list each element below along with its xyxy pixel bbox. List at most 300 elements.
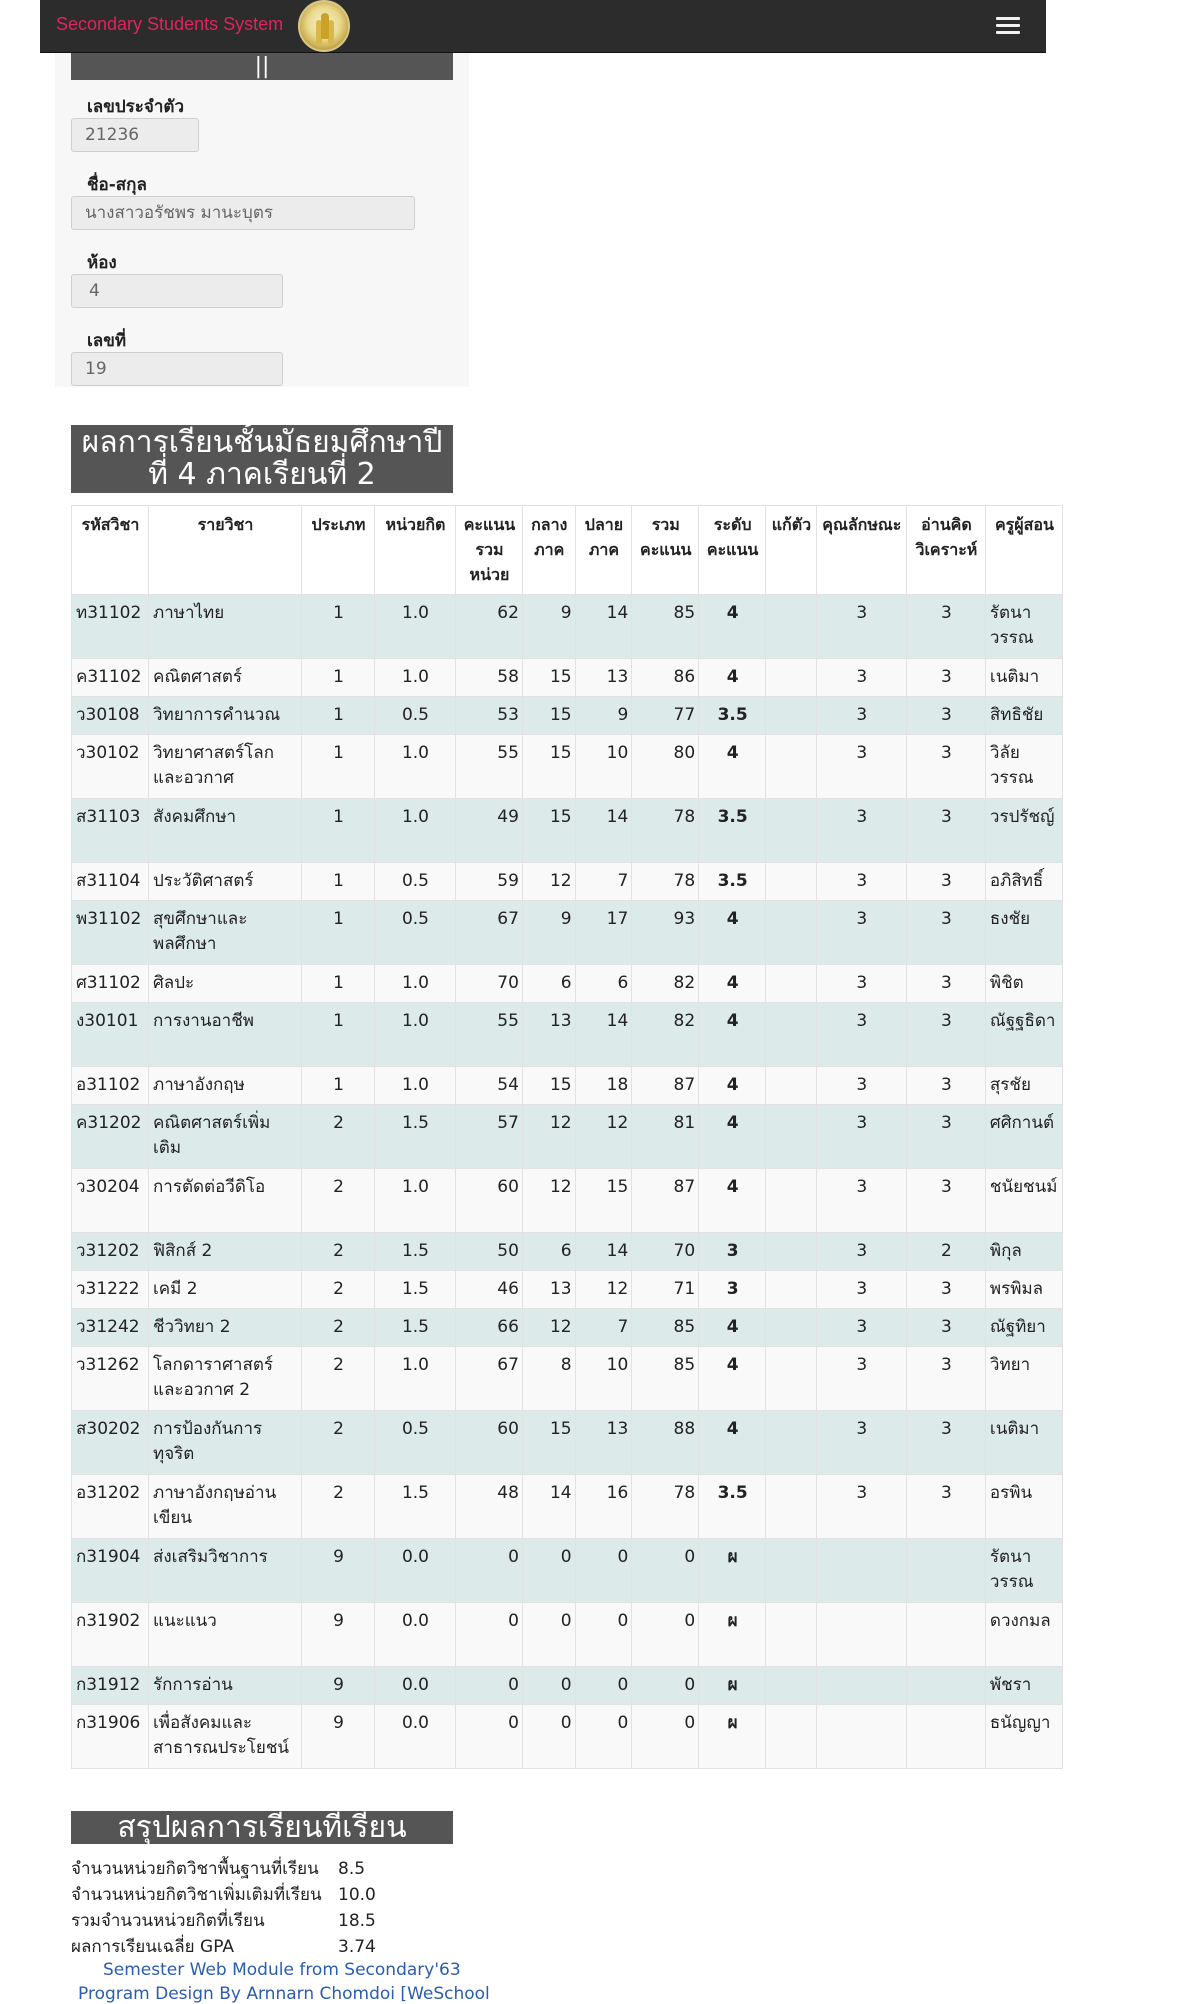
cell-teacher: ณัฐฐธิดา [985, 1003, 1062, 1067]
cell-read: 3 [906, 595, 985, 659]
student-id-field[interactable]: 21236 [71, 118, 199, 152]
cell-teacher: พิชิต [985, 965, 1062, 1003]
cell-type: 1 [302, 697, 375, 735]
number-label: เลขที่ [87, 331, 127, 351]
cell-teacher: ธนัญญา [985, 1705, 1062, 1769]
table-row [72, 1271, 1063, 1309]
results-title-line2: ที่ 4 ภาคเรียนที่ 2 [148, 457, 376, 492]
cell-read: 3 [906, 735, 985, 799]
cell-retake [766, 1539, 817, 1603]
cell-retake [766, 1169, 817, 1233]
cell-teacher: ชนัยชนม์ [985, 1169, 1062, 1233]
cell-unit: 48 [456, 1475, 523, 1539]
summary-value: 18.5 [338, 1911, 376, 1931]
cell-total: 85 [632, 595, 699, 659]
header-subject: รายวิชา [149, 506, 302, 595]
cell-attr: 3 [816, 1271, 906, 1309]
cell-mid: 9 [522, 595, 575, 659]
cell-credit: 0.5 [374, 697, 455, 735]
table-row [72, 965, 1063, 1003]
cell-unit: 0 [456, 1539, 523, 1603]
cell-final: 9 [575, 697, 632, 735]
header-type: ประเภท [302, 506, 375, 595]
cell-read [906, 1603, 985, 1667]
cell-code: พ31102 [72, 901, 149, 965]
cell-retake [766, 863, 817, 901]
cell-attr [816, 1667, 906, 1705]
cell-mid: 12 [522, 1105, 575, 1169]
cell-attr: 3 [816, 1169, 906, 1233]
results-title [71, 425, 453, 493]
cell-grade: 3.5 [699, 863, 766, 901]
cell-mid: 0 [522, 1603, 575, 1667]
cell-retake [766, 659, 817, 697]
cell-read: 3 [906, 1475, 985, 1539]
cell-attr: 3 [816, 595, 906, 659]
cell-read: 3 [906, 1169, 985, 1233]
cell-total: 0 [632, 1603, 699, 1667]
header-read: อ่านคิดวิเคราะห์ [906, 506, 985, 595]
student-id-label: เลขประจำตัว [87, 97, 184, 117]
cell-read: 3 [906, 1347, 985, 1411]
cell-credit: 1.0 [374, 659, 455, 697]
cell-final: 17 [575, 901, 632, 965]
table-row [72, 1169, 1063, 1233]
cell-credit: 0.0 [374, 1539, 455, 1603]
cell-retake [766, 1705, 817, 1769]
header-retake: แก้ตัว [766, 506, 817, 595]
cell-total: 88 [632, 1411, 699, 1475]
summary-value: 10.0 [338, 1885, 376, 1905]
cell-final: 10 [575, 735, 632, 799]
cell-subject: เคมี 2 [149, 1271, 302, 1309]
hamburger-menu-icon[interactable] [996, 17, 1020, 35]
cell-grade: 3.5 [699, 1475, 766, 1539]
table-row [72, 1067, 1063, 1105]
cell-attr: 3 [816, 659, 906, 697]
cell-type: 1 [302, 863, 375, 901]
cell-credit: 1.0 [374, 1003, 455, 1067]
cell-total: 85 [632, 1347, 699, 1411]
cell-grade: 3 [699, 1271, 766, 1309]
cell-retake [766, 965, 817, 1003]
cell-final: 7 [575, 1309, 632, 1347]
cell-type: 1 [302, 901, 375, 965]
cell-credit: 1.0 [374, 1169, 455, 1233]
cell-final: 7 [575, 863, 632, 901]
cell-credit: 0.0 [374, 1603, 455, 1667]
header-attr: คุณลักษณะ [816, 506, 906, 595]
cell-mid: 12 [522, 1309, 575, 1347]
cell-teacher: พัชรา [985, 1667, 1062, 1705]
cell-unit: 54 [456, 1067, 523, 1105]
cell-mid: 0 [522, 1705, 575, 1769]
cell-type: 1 [302, 965, 375, 1003]
cell-credit: 0.0 [374, 1667, 455, 1705]
cell-unit: 46 [456, 1271, 523, 1309]
header-grade: ระดับคะแนน [699, 506, 766, 595]
cell-read: 3 [906, 901, 985, 965]
cell-retake [766, 1667, 817, 1705]
cell-final: 13 [575, 659, 632, 697]
cell-unit: 58 [456, 659, 523, 697]
cell-credit: 1.5 [374, 1105, 455, 1169]
cell-subject: วิทยาการคำนวณ [149, 697, 302, 735]
cell-subject: สุขศึกษาและพลศึกษา [149, 901, 302, 965]
cell-final: 16 [575, 1475, 632, 1539]
summary-block [71, 1856, 453, 1960]
cell-grade: 4 [699, 901, 766, 965]
table-header-row [72, 506, 1063, 595]
cell-total: 81 [632, 1105, 699, 1169]
cell-teacher: รัตนาวรรณ [985, 1539, 1062, 1603]
cell-teacher: พรพิมล [985, 1271, 1062, 1309]
summary-label: รวมจำนวนหน่วยกิตที่เรียน [71, 1911, 265, 1931]
cell-credit: 0.5 [374, 901, 455, 965]
header-unit: คะแนนรวมหน่วย [456, 506, 523, 595]
cell-retake [766, 1411, 817, 1475]
cell-retake [766, 735, 817, 799]
cell-teacher: วิทยา [985, 1347, 1062, 1411]
top-navbar [40, 0, 1046, 53]
cell-type: 1 [302, 735, 375, 799]
cell-teacher: วิลัยวรรณ [985, 735, 1062, 799]
cell-unit: 70 [456, 965, 523, 1003]
cell-teacher: เนติมา [985, 659, 1062, 697]
cell-grade: 4 [699, 1105, 766, 1169]
cell-type: 2 [302, 1105, 375, 1169]
grades-table [71, 505, 1063, 1769]
cell-type: 2 [302, 1233, 375, 1271]
table-row [72, 1105, 1063, 1169]
cell-code: ว30204 [72, 1169, 149, 1233]
cell-subject: โลกดาราศาสตร์และอวกาศ 2 [149, 1347, 302, 1411]
cell-mid: 14 [522, 1475, 575, 1539]
cell-subject: วิทยาศาสตร์โลกและอวกาศ [149, 735, 302, 799]
table-row [72, 1233, 1063, 1271]
cell-grade: 4 [699, 595, 766, 659]
cell-subject: ภาษาอังกฤษอ่านเขียน [149, 1475, 302, 1539]
brand-link[interactable]: Secondary Students System [56, 14, 284, 34]
cell-final: 12 [575, 1105, 632, 1169]
cell-type: 1 [302, 659, 375, 697]
footer-module-link[interactable]: Semester Web Module from Secondary'63 [103, 1960, 461, 1980]
cell-read: 3 [906, 697, 985, 735]
cell-total: 0 [632, 1539, 699, 1603]
cell-attr [816, 1539, 906, 1603]
cell-mid: 12 [522, 1169, 575, 1233]
cell-teacher: รัตนาวรรณ [985, 595, 1062, 659]
cell-code: ศ31102 [72, 965, 149, 1003]
cell-teacher: วรปรัชญ์ [985, 799, 1062, 863]
cell-grade: ผ [699, 1603, 766, 1667]
cell-attr: 3 [816, 1309, 906, 1347]
cell-read: 3 [906, 799, 985, 863]
cell-subject: ภาษาอังกฤษ [149, 1067, 302, 1105]
cell-mid: 6 [522, 1233, 575, 1271]
cell-attr: 3 [816, 799, 906, 863]
table-row [72, 697, 1063, 735]
header-teacher: ครูผู้สอน [985, 506, 1062, 595]
cell-type: 1 [302, 1067, 375, 1105]
cell-teacher: ดวงกมล [985, 1603, 1062, 1667]
cell-type: 2 [302, 1411, 375, 1475]
room-label: ห้อง [87, 253, 117, 273]
cell-read [906, 1667, 985, 1705]
cell-attr: 3 [816, 1347, 906, 1411]
cell-read: 3 [906, 1105, 985, 1169]
cell-grade: 4 [699, 1067, 766, 1105]
cell-teacher: ธงชัย [985, 901, 1062, 965]
cell-final: 15 [575, 1169, 632, 1233]
header-credit: หน่วยกิต [374, 506, 455, 595]
cell-read: 3 [906, 1411, 985, 1475]
footer-credit-link[interactable]: Program Design By Arnnarn Chomdoi [WeSchool [78, 1984, 490, 2004]
cell-mid: 13 [522, 1271, 575, 1309]
table-row [72, 595, 1063, 659]
cell-code: ค31202 [72, 1105, 149, 1169]
cell-mid: 6 [522, 965, 575, 1003]
cell-mid: 12 [522, 863, 575, 901]
cell-subject: การตัดต่อวีดิโอ [149, 1169, 302, 1233]
cell-grade: 4 [699, 1169, 766, 1233]
cell-teacher: อรพิน [985, 1475, 1062, 1539]
cell-subject: คณิตศาสตร์เพิ่มเติม [149, 1105, 302, 1169]
school-seal-icon [298, 0, 350, 52]
room-field[interactable]: 4 [71, 274, 283, 308]
cell-subject: คณิตศาสตร์ [149, 659, 302, 697]
cell-code: ส31104 [72, 863, 149, 901]
cell-grade: ผ [699, 1539, 766, 1603]
student-info-panel [55, 53, 469, 387]
cell-attr [816, 1603, 906, 1667]
cell-total: 77 [632, 697, 699, 735]
panel-header-bar: || [71, 53, 453, 80]
cell-unit: 50 [456, 1233, 523, 1271]
cell-teacher: สิทธิชัย [985, 697, 1062, 735]
cell-total: 78 [632, 1475, 699, 1539]
cell-attr: 3 [816, 1475, 906, 1539]
cell-retake [766, 901, 817, 965]
cell-credit: 0.5 [374, 1411, 455, 1475]
table-row [72, 1003, 1063, 1067]
cell-mid: 15 [522, 1411, 575, 1475]
cell-grade: 4 [699, 659, 766, 697]
cell-subject: การป้องกันการทุจริต [149, 1411, 302, 1475]
summary-value: 8.5 [338, 1859, 366, 1879]
cell-read [906, 1539, 985, 1603]
table-row [72, 1411, 1063, 1475]
cell-attr [816, 1705, 906, 1769]
cell-attr: 3 [816, 965, 906, 1003]
header-mid: กลางภาค [522, 506, 575, 595]
cell-credit: 1.0 [374, 1067, 455, 1105]
cell-mid: 15 [522, 735, 575, 799]
summary-line [71, 1934, 453, 1960]
results-title-line1: ผลการเรียนชั้นมัธยมศึกษาปี [81, 425, 443, 460]
cell-attr: 3 [816, 1233, 906, 1271]
cell-code: อ31102 [72, 1067, 149, 1105]
cell-final: 6 [575, 965, 632, 1003]
header-code: รหัสวิชา [72, 506, 149, 595]
cell-subject: รักการอ่าน [149, 1667, 302, 1705]
cell-credit: 1.0 [374, 595, 455, 659]
cell-read: 3 [906, 1271, 985, 1309]
cell-grade: 4 [699, 1309, 766, 1347]
cell-unit: 59 [456, 863, 523, 901]
cell-credit: 1.5 [374, 1233, 455, 1271]
summary-title: สรุปผลการเรียนที่เรียน [71, 1811, 453, 1844]
cell-total: 87 [632, 1169, 699, 1233]
cell-total: 80 [632, 735, 699, 799]
cell-retake [766, 1309, 817, 1347]
cell-type: 9 [302, 1667, 375, 1705]
cell-retake [766, 1003, 817, 1067]
table-row [72, 1539, 1063, 1603]
cell-type: 9 [302, 1539, 375, 1603]
cell-grade: 4 [699, 1411, 766, 1475]
cell-attr: 3 [816, 735, 906, 799]
cell-retake [766, 1067, 817, 1105]
header-final: ปลายภาค [575, 506, 632, 595]
summary-line [71, 1882, 453, 1908]
cell-unit: 53 [456, 697, 523, 735]
cell-grade: 4 [699, 1003, 766, 1067]
cell-grade: 3 [699, 1233, 766, 1271]
cell-code: ว31202 [72, 1233, 149, 1271]
cell-total: 82 [632, 1003, 699, 1067]
cell-mid: 9 [522, 901, 575, 965]
student-name-field[interactable]: นางสาวอรัชพร มานะบุตร [71, 196, 415, 230]
cell-code: ก31912 [72, 1667, 149, 1705]
cell-total: 78 [632, 799, 699, 863]
cell-read [906, 1705, 985, 1769]
cell-unit: 0 [456, 1705, 523, 1769]
cell-final: 0 [575, 1705, 632, 1769]
cell-unit: 55 [456, 735, 523, 799]
cell-grade: ผ [699, 1705, 766, 1769]
cell-mid: 0 [522, 1667, 575, 1705]
cell-mid: 0 [522, 1539, 575, 1603]
cell-attr: 3 [816, 863, 906, 901]
summary-line [71, 1908, 453, 1934]
cell-credit: 0.5 [374, 863, 455, 901]
cell-read: 3 [906, 1003, 985, 1067]
cell-final: 0 [575, 1603, 632, 1667]
cell-read: 3 [906, 863, 985, 901]
cell-total: 85 [632, 1309, 699, 1347]
cell-code: ว30108 [72, 697, 149, 735]
cell-unit: 0 [456, 1667, 523, 1705]
cell-type: 1 [302, 595, 375, 659]
cell-total: 71 [632, 1271, 699, 1309]
table-row [72, 1705, 1063, 1769]
cell-grade: 4 [699, 965, 766, 1003]
cell-read: 3 [906, 1309, 985, 1347]
number-field[interactable]: 19 [71, 352, 283, 386]
cell-code: ง30101 [72, 1003, 149, 1067]
cell-retake [766, 1347, 817, 1411]
cell-unit: 49 [456, 799, 523, 863]
cell-unit: 55 [456, 1003, 523, 1067]
cell-retake [766, 1603, 817, 1667]
cell-type: 1 [302, 799, 375, 863]
summary-label: จำนวนหน่วยกิตวิชาพื้นฐานที่เรียน [71, 1859, 319, 1879]
cell-total: 0 [632, 1667, 699, 1705]
cell-code: อ31202 [72, 1475, 149, 1539]
cell-grade: ผ [699, 1667, 766, 1705]
cell-retake [766, 1233, 817, 1271]
cell-subject: การงานอาชีพ [149, 1003, 302, 1067]
cell-final: 14 [575, 1233, 632, 1271]
cell-final: 12 [575, 1271, 632, 1309]
cell-subject: ศิลปะ [149, 965, 302, 1003]
cell-attr: 3 [816, 1105, 906, 1169]
cell-code: ว31222 [72, 1271, 149, 1309]
cell-attr: 3 [816, 1067, 906, 1105]
cell-credit: 1.5 [374, 1271, 455, 1309]
cell-credit: 0.0 [374, 1705, 455, 1769]
header-total: รวมคะแนน [632, 506, 699, 595]
table-row [72, 1667, 1063, 1705]
cell-code: ว31262 [72, 1347, 149, 1411]
cell-retake [766, 697, 817, 735]
cell-final: 10 [575, 1347, 632, 1411]
cell-total: 82 [632, 965, 699, 1003]
table-row [72, 863, 1063, 901]
cell-attr: 3 [816, 1003, 906, 1067]
table-row [72, 1603, 1063, 1667]
cell-type: 9 [302, 1705, 375, 1769]
cell-credit: 1.0 [374, 965, 455, 1003]
cell-unit: 62 [456, 595, 523, 659]
cell-credit: 1.0 [374, 735, 455, 799]
cell-total: 0 [632, 1705, 699, 1769]
cell-teacher: ณัฐทิยา [985, 1309, 1062, 1347]
cell-credit: 1.0 [374, 799, 455, 863]
cell-mid: 13 [522, 1003, 575, 1067]
cell-teacher: อภิสิทธิ์ [985, 863, 1062, 901]
cell-code: ก31906 [72, 1705, 149, 1769]
table-row [72, 1475, 1063, 1539]
cell-mid: 15 [522, 1067, 575, 1105]
cell-unit: 60 [456, 1411, 523, 1475]
cell-code: ส31103 [72, 799, 149, 863]
cell-subject: ประวัติศาสตร์ [149, 863, 302, 901]
cell-type: 2 [302, 1271, 375, 1309]
cell-retake [766, 595, 817, 659]
summary-label: ผลการเรียนเฉลี่ย GPA [71, 1937, 235, 1957]
cell-final: 14 [575, 799, 632, 863]
cell-grade: 3.5 [699, 697, 766, 735]
cell-code: ค31102 [72, 659, 149, 697]
cell-mid: 15 [522, 659, 575, 697]
cell-total: 86 [632, 659, 699, 697]
cell-type: 1 [302, 1003, 375, 1067]
cell-unit: 66 [456, 1309, 523, 1347]
cell-code: ว30102 [72, 735, 149, 799]
cell-subject: สังคมศึกษา [149, 799, 302, 863]
cell-attr: 3 [816, 901, 906, 965]
table-row [72, 659, 1063, 697]
table-row [72, 1347, 1063, 1411]
cell-code: ส30202 [72, 1411, 149, 1475]
cell-type: 9 [302, 1603, 375, 1667]
cell-credit: 1.5 [374, 1475, 455, 1539]
cell-final: 13 [575, 1411, 632, 1475]
cell-final: 0 [575, 1539, 632, 1603]
cell-teacher: สุรชัย [985, 1067, 1062, 1105]
